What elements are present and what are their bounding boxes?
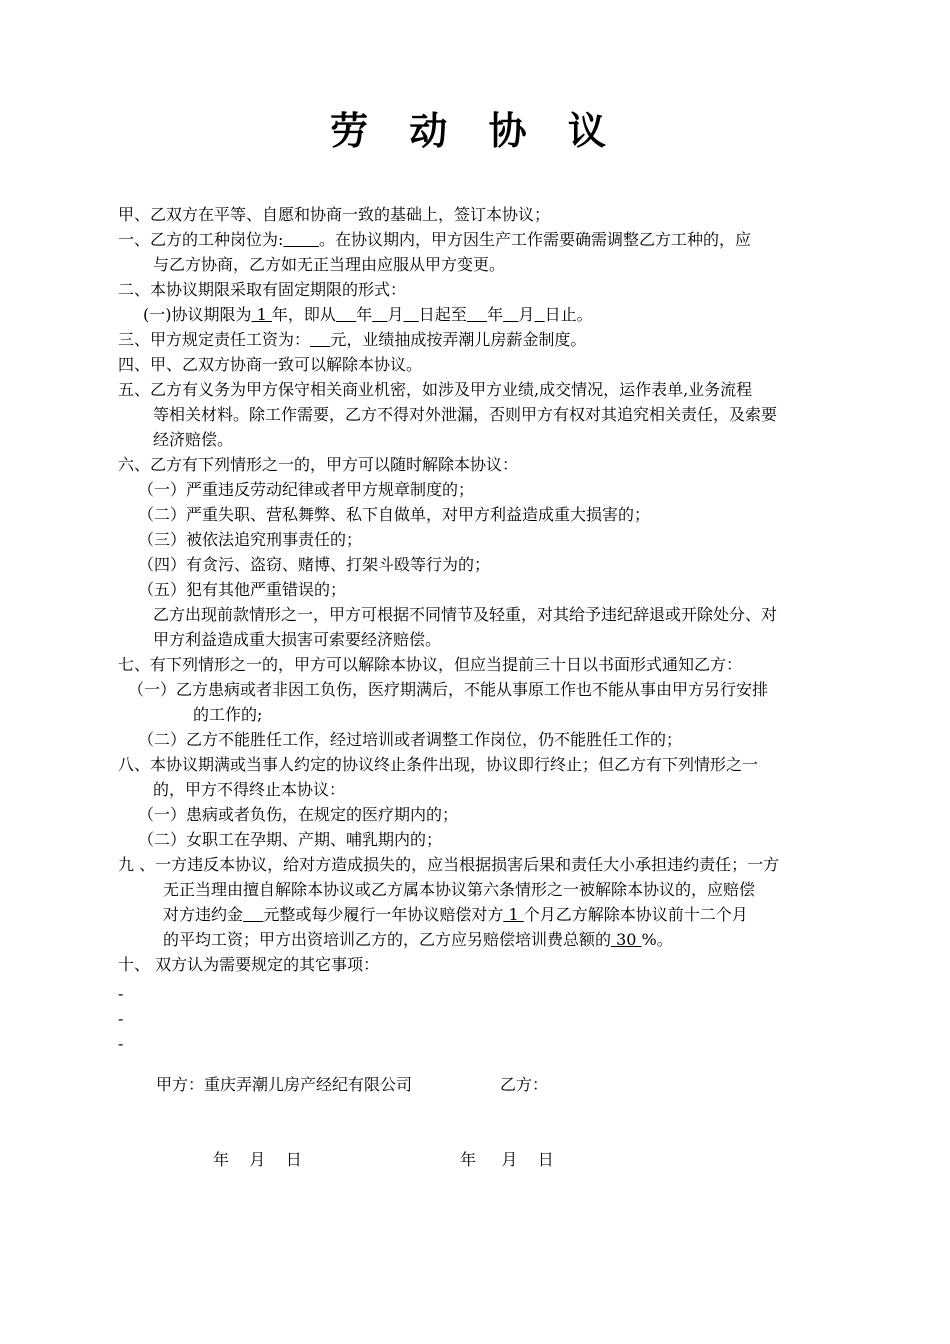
clause-2-term: (一)协议期限为 1 年，即从 年 月 日起至 年 月 日止。 — [143, 305, 593, 324]
clause-6-heading: 六、乙方有下列情形之一的，甲方可以随时解除本协议： — [118, 455, 519, 474]
clause-6-item-2: （二）严重失职、营私舞弊、私下自做单，对甲方利益造成重大损害的； — [138, 505, 651, 524]
clause-7-item-1-cont: 的工作的; — [193, 705, 263, 724]
training-percent-value: 30 — [611, 930, 642, 949]
clause-5-line-3: 经济赔偿。 — [153, 430, 234, 449]
salary-blank — [310, 330, 330, 349]
party-b-signature: 乙方： — [500, 1075, 549, 1094]
clause-8-line-2: 的，甲方不得终止本协议： — [153, 780, 346, 799]
clause-3: 三、甲方规定责任工资为： 元，业绩抽成按弄潮儿房薪金制度。 — [118, 330, 587, 349]
clause-4: 四、甲、乙双方协商一致可以解除本协议。 — [118, 355, 423, 374]
clause-6-item-3: （三）被依法追究刑事责任的； — [138, 530, 363, 549]
party-a-date: 年 月 日 — [213, 1150, 302, 1169]
clause-6-note-2: 甲方利益造成重大损害可索要经济赔偿。 — [153, 630, 442, 649]
clause-6-item-4: （四）有贪污、盗窃、赌博、打架斗殴等行为的； — [138, 555, 491, 574]
clause-9-line-1: 九 、一方违反本协议，给对方造成损失的，应当根据损害后果和责任大小承担违约责任；一方 — [118, 855, 780, 874]
clause-8-item-2: （二）女职工在孕期、产期、哺乳期内的； — [138, 830, 443, 849]
clause-9-line-4: 的平均工资；甲方出资培训乙方的，乙方应另赔偿培训费总额的 30 %。 — [163, 930, 673, 949]
clause-8-line-1: 八、本协议期满或当事人约定的协议终止条件出现，协议即行终止；但乙方有下列情形之一 — [118, 755, 759, 774]
party-b-date: 年 月 日 — [460, 1150, 554, 1169]
dash-line-3: - — [118, 1034, 124, 1053]
clause-9-line-3: 对方违约金 元整或每少履行一年协议赔偿对方 1 个月乙方解除本协议前十二个月 — [163, 905, 748, 924]
clause-2-heading: 二、本协议期限采取有固定期限的形式： — [118, 280, 407, 299]
intro-line: 甲、乙双方在平等、自愿和协商一致的基础上，签订本协议； — [118, 205, 551, 224]
dash-line-2: - — [118, 1009, 124, 1028]
clause-5-line-2: 等相关材料。除工作需要，乙方不得对外泄漏，否则甲方有权对其追究相关责任，及索要 — [153, 405, 778, 424]
clause-6-item-1: （一）严重违反劳动纪律或者甲方规章制度的； — [138, 480, 475, 499]
clause-7-heading: 七、有下列情形之一的，甲方可以解除本协议，但应当提前三十日以书面形式通知乙方： — [118, 655, 743, 674]
clause-7-item-2: （二）乙方不能胜任工作，经过培训或者调整工作岗位，仍不能胜任工作的； — [138, 730, 683, 749]
clause-8-item-1: （一）患病或者负伤，在规定的医疗期内的； — [138, 805, 459, 824]
clause-6-note-1: 乙方出现前款情形之一，甲方可根据不同情节及轻重，对其给予违纪辞退或开除处分、对 — [153, 605, 778, 624]
clause-10: 十、 双方认为需要规定的其它事项： — [118, 955, 380, 974]
clause-1-line-1: 一、乙方的工种岗位为: 。在协议期内，甲方因生产工作需要确需调整乙方工种的，应 — [118, 230, 752, 249]
dash-line-1: - — [118, 984, 124, 1003]
page-title: 劳 动 协 议 — [330, 109, 620, 153]
penalty-months-value: 1 — [503, 905, 524, 924]
penalty-amount-blank — [243, 905, 263, 924]
clause-6-item-5: （五）犯有其他严重错误的； — [138, 580, 347, 599]
term-years-value: 1 — [251, 305, 272, 324]
clause-5-line-1: 五、乙方有义务为甲方保守相关商业机密，如涉及甲方业绩,成交情况，运作表单,业务流程 — [118, 380, 753, 399]
clause-1-line-2: 与乙方协商，乙方如无正当理由应服从甲方变更。 — [153, 255, 506, 274]
clause-9-line-2: 无正当理由擅自解除本协议或乙方属本协议第六条情形之一被解除本协议的，应赔偿 — [163, 880, 756, 899]
job-position-blank — [283, 230, 319, 249]
party-a-signature: 甲方：重庆弄潮儿房产经纪有限公司 — [156, 1075, 413, 1094]
clause-7-item-1: （一）乙方患病或者非因工负伤，医疗期满后，不能从事原工作也不能从事由甲方另行安排 — [128, 680, 769, 699]
